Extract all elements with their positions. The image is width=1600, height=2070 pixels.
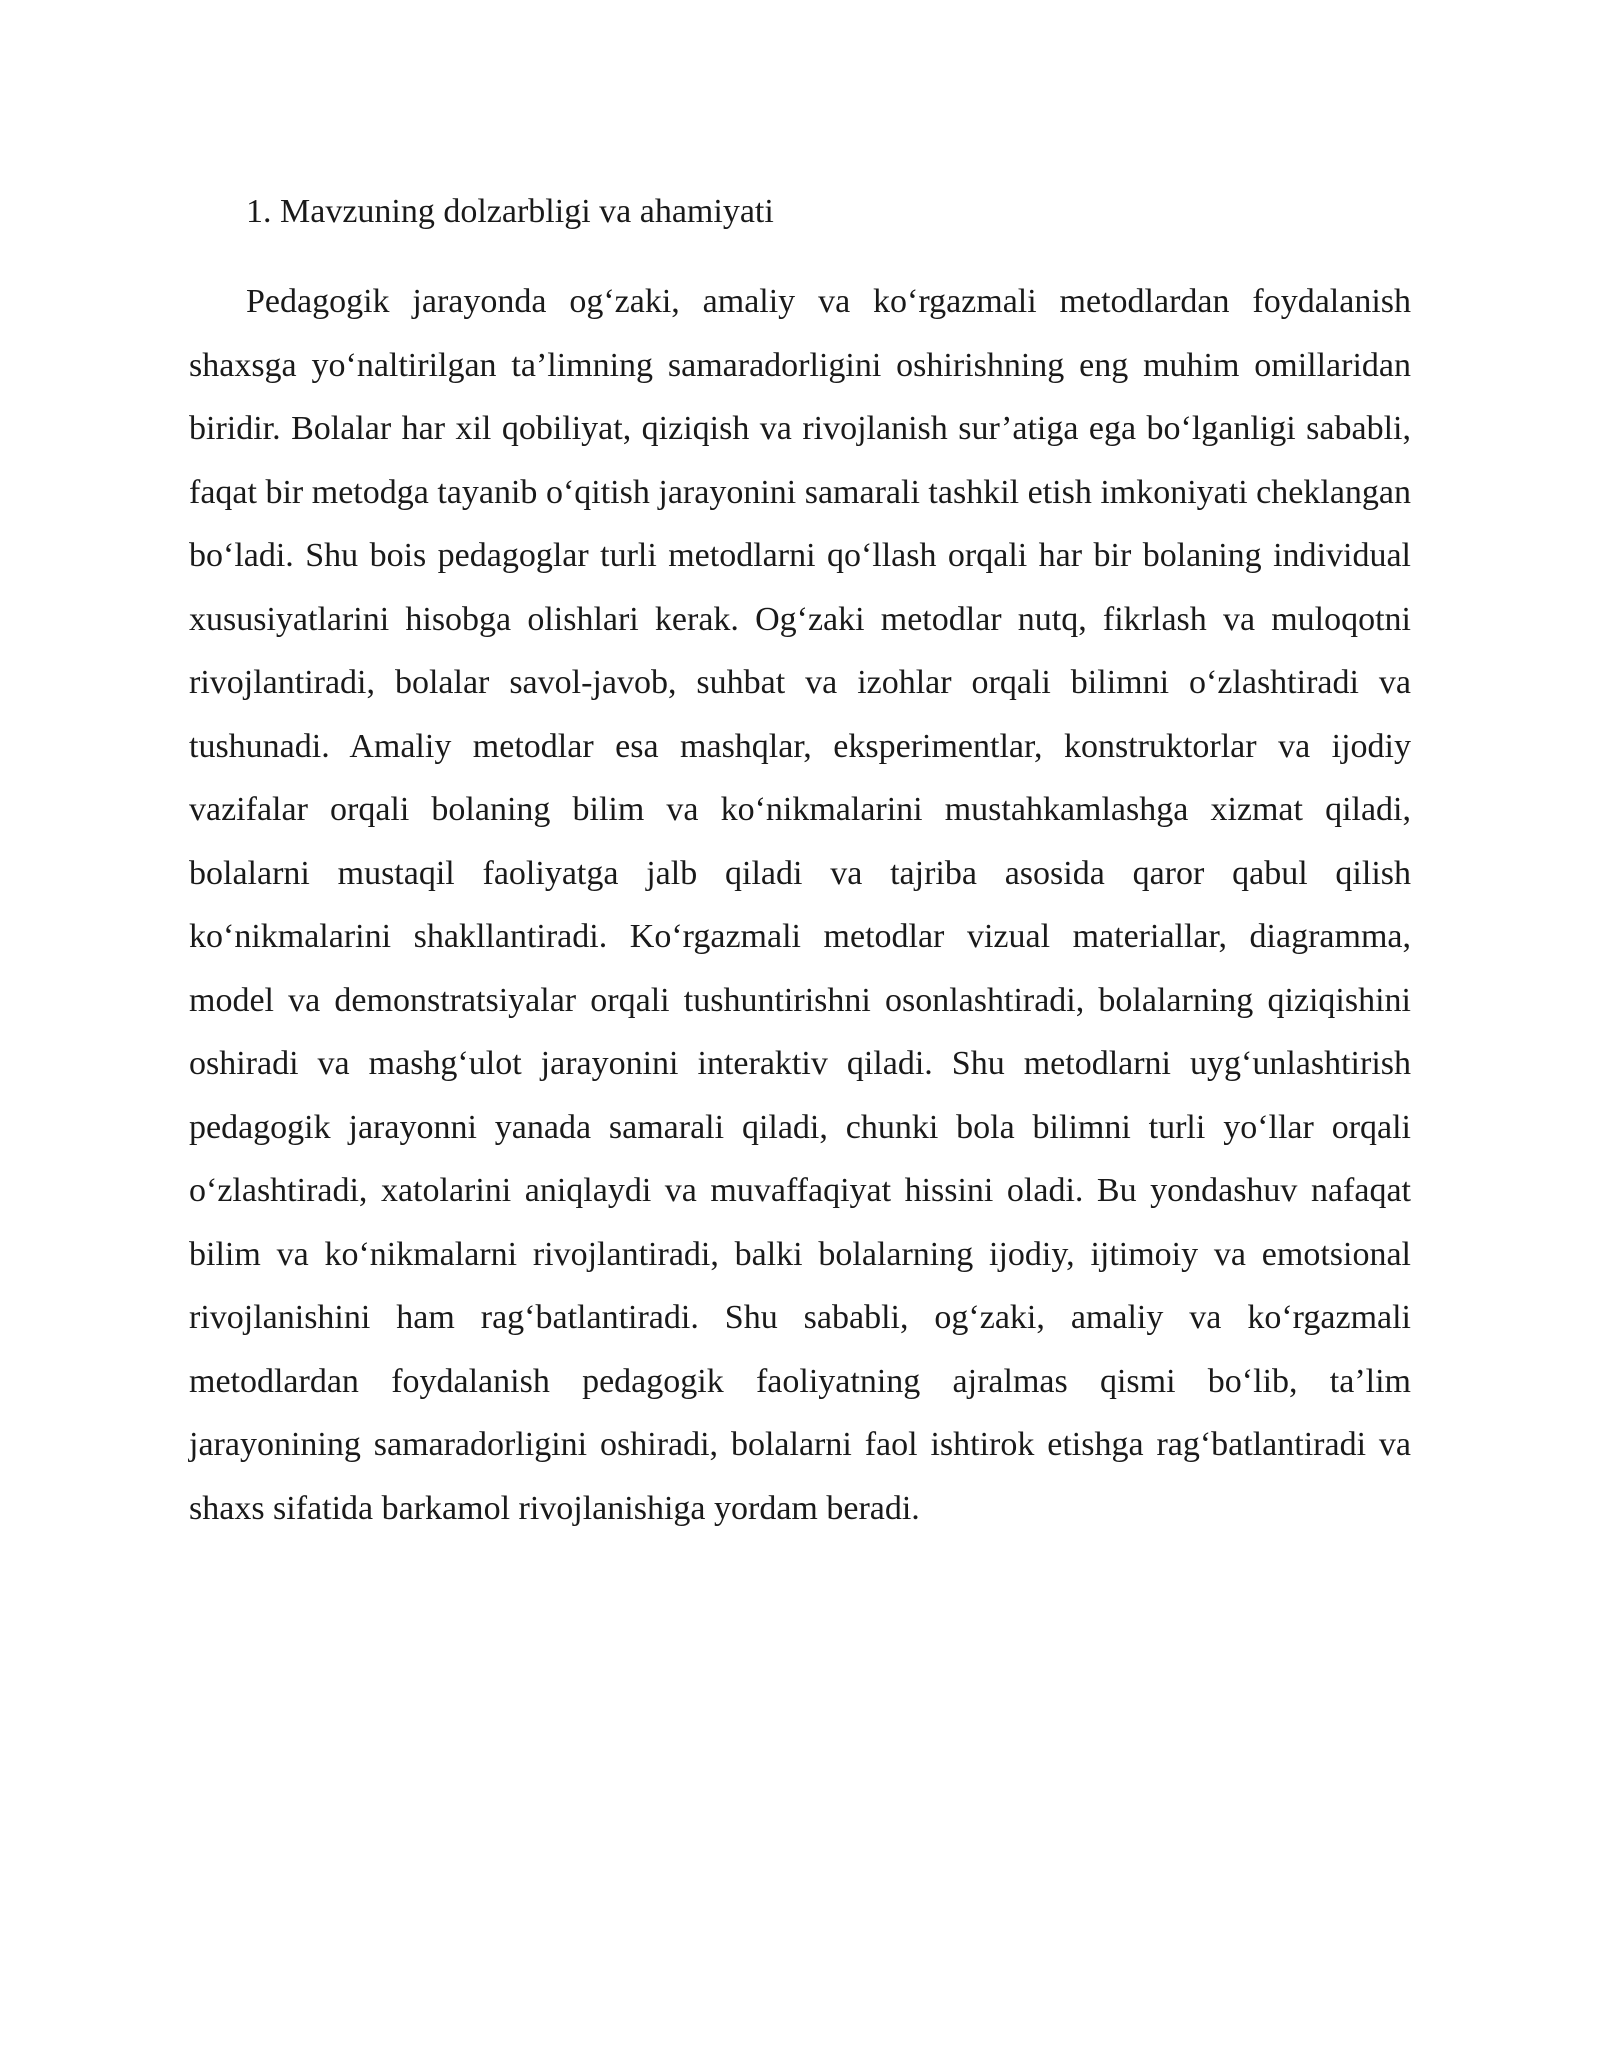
- body-paragraph: Pedagogik jarayonda og‘zaki, amaliy va ko‘rgazmali metodlardan foydalanish shaxsga yo‘naltirilgan ta’limning samaradorligini oshirishning eng muhim omillaridan biridir. Bolalar har xil qobiliyat, qiziqish va rivojlanish sur’atiga ega bo‘lganligi sababli, faqat bir metodga tayanib o‘qitish jarayonini samarali tashkil etish imkoniyati cheklangan bo‘ladi. Shu bois pedagoglar turli metodlarni qo‘llash orqali har bir bolaning individual xususiyatlarini hisobga olishlari kerak. Og‘zaki metodlar nutq, fikrlash va muloqotni rivojlantiradi, bolalar savol-javob, suhbat va izohlar orqali bilimni o‘zlashtiradi va tushunadi. Amaliy metodlar esa mashqlar, eksperimentlar, konstruktorlar va ijodiy vazifalar orqali bolaning bilim va ko‘nikmalarini mustahkamlashga xizmat qiladi, bolalarni mustaqil faoliyatga jalb qiladi va tajriba asosida qaror qabul qilish ko‘nikmalarini shakllantiradi. Ko‘rgazmali metodlar vizual materiallar, diagramma, model va demonstratsiyalar orqali tushuntirishni osonlashtiradi, bolalarning qiziqishini oshiradi va mashg‘ulot jarayonini interaktiv qiladi. Shu metodlarni uyg‘unlashtirish pedagogik jarayonni yanada samarali qiladi, chunki bola bilimni turli yo‘llar orqali o‘zlashtiradi, xatolarini aniqlaydi va muvaffaqiyat hissini oladi. Bu yondashuv nafaqat bilim va ko‘nikmalarni rivojlantiradi, balki bolalarning ijodiy, ijtimoiy va emotsional rivojlanishini ham rag‘batlantiradi. Shu sababli, og‘zaki, amaliy va ko‘rgazmali metodlardan foydalanish pedagogik faoliyatning ajralmas qismi bo‘lib, ta’lim jarayonining samaradorligini oshiradi, bolalarni faol ishtirok etishga rag‘batlantiradi va shaxs sifatida barkamol rivojlanishiga yordam beradi.: [189, 283, 1411, 1527]
- section-heading: 1. Mavzuning dolzarbligi va ahamiyati: [246, 193, 774, 230]
